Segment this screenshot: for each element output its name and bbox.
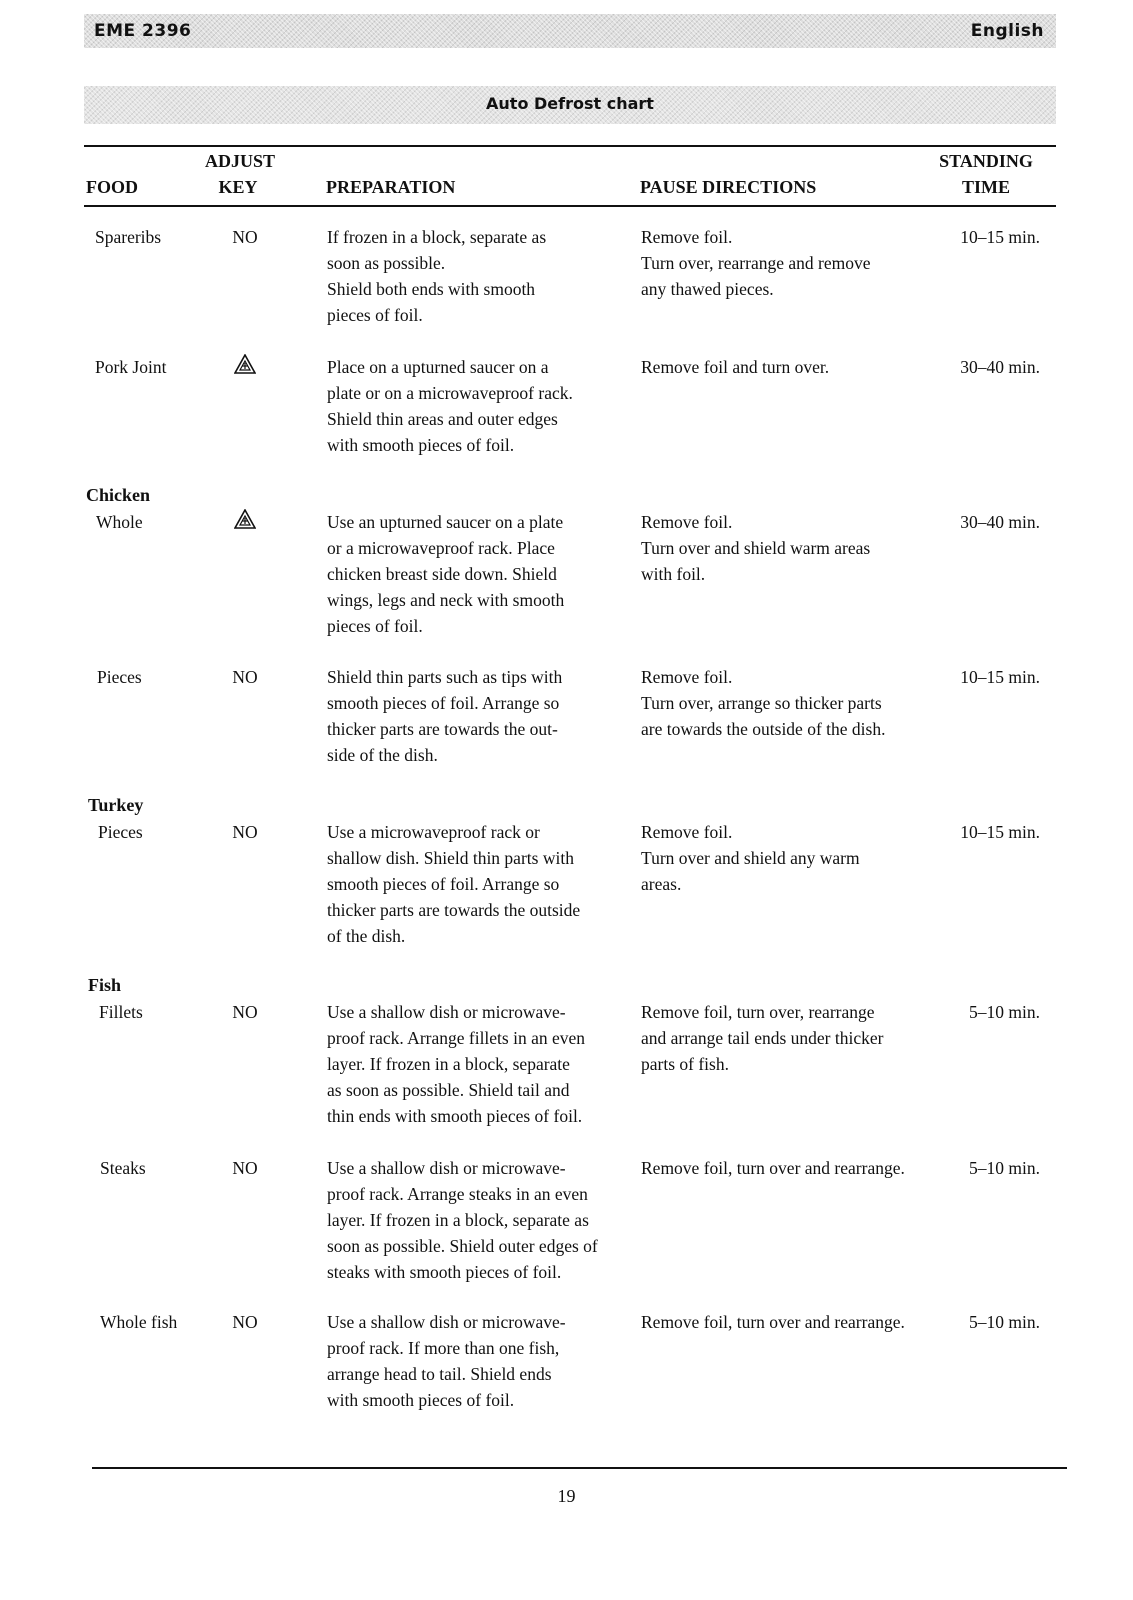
preparation-line: with smooth pieces of foil.	[327, 1390, 515, 1410]
food-name: Steaks	[100, 1158, 146, 1178]
preparation-text	[327, 664, 562, 768]
adjust-key-icon-cell	[225, 509, 265, 536]
pause-line: Remove foil, turn over, rearrange	[641, 1002, 875, 1022]
warning-triangle-icon	[234, 509, 256, 529]
preparation-line: smooth pieces of foil. Arrange so	[327, 693, 560, 713]
pause-directions-text	[641, 819, 860, 897]
adjust-key: NO	[232, 227, 258, 247]
food-name: Whole fish	[100, 1312, 178, 1332]
preparation-line: smooth pieces of foil. Arrange so	[327, 874, 560, 894]
pause-line: Remove foil.	[641, 512, 733, 532]
preparation-line: shallow dish. Shield thin parts with	[327, 848, 574, 868]
pause-line: Remove foil.	[641, 822, 733, 842]
preparation-text	[327, 224, 546, 328]
standing-time: 5–10 min.	[969, 1158, 1040, 1178]
preparation-line: thicker parts are towards the outside	[327, 900, 581, 920]
table-top-rule	[84, 145, 1056, 147]
column-header-pause-directions: PAUSE DIRECTIONS	[640, 177, 817, 197]
header-band	[84, 14, 1056, 48]
pause-line: Turn over, arrange so thicker parts	[641, 693, 882, 713]
preparation-text	[327, 1155, 598, 1285]
adjust-key: NO	[232, 822, 258, 842]
page-title: Auto Defrost chart	[486, 94, 654, 113]
pause-line: and arrange tail ends under thicker	[641, 1028, 884, 1048]
pause-line: Remove foil.	[641, 227, 733, 247]
preparation-line: proof rack. If more than one fish,	[327, 1338, 560, 1358]
preparation-line: pieces of foil.	[327, 616, 423, 636]
preparation-line: proof rack. Arrange steaks in an even	[327, 1184, 588, 1204]
preparation-line: wings, legs and neck with smooth	[327, 590, 565, 610]
food-name: Pieces	[98, 822, 143, 842]
adjust-key: NO	[232, 1002, 258, 1022]
adjust-key: NO	[232, 667, 258, 687]
preparation-text	[327, 354, 573, 458]
pause-line: Remove foil.	[641, 667, 733, 687]
adjust-key: NO	[232, 1158, 258, 1178]
pause-line: are towards the outside of the dish.	[641, 719, 886, 739]
food-name: Fillets	[99, 1002, 143, 1022]
pause-line: areas.	[641, 874, 682, 894]
preparation-line: layer. If frozen in a block, separate as	[327, 1210, 589, 1230]
page-number: 19	[557, 1486, 576, 1506]
pause-line: Turn over, rearrange and remove	[641, 253, 871, 273]
food-name: Pork Joint	[95, 357, 167, 377]
preparation-line: as soon as possible. Shield tail and	[327, 1080, 570, 1100]
pause-line: Turn over and shield warm areas	[641, 538, 871, 558]
pause-line: with foil.	[641, 564, 706, 584]
preparation-line: plate or on a microwaveproof rack.	[327, 383, 573, 403]
preparation-line: Use a shallow dish or microwave-	[327, 1158, 566, 1178]
preparation-line: side of the dish.	[327, 745, 438, 765]
group-label-turkey: Turkey	[88, 795, 144, 815]
preparation-line: Place on a upturned saucer on a	[327, 357, 549, 377]
adjust-key: NO	[232, 1312, 258, 1332]
standing-time: 5–10 min.	[969, 1002, 1040, 1022]
pause-directions-text	[641, 1155, 905, 1181]
preparation-line: layer. If frozen in a block, separate	[327, 1054, 570, 1074]
adjust-key-icon-cell	[225, 354, 265, 381]
preparation-text	[327, 999, 585, 1129]
column-header-adjust-key-line2: KEY	[218, 177, 258, 197]
table-bottom-rule	[92, 1467, 1067, 1469]
pause-directions-text	[641, 509, 870, 587]
pause-line: Remove foil, turn over and rearrange.	[641, 1158, 905, 1178]
preparation-line: with smooth pieces of foil.	[327, 435, 515, 455]
preparation-line: arrange head to tail. Shield ends	[327, 1364, 552, 1384]
preparation-text	[327, 1309, 566, 1413]
preparation-line: Use a microwaveproof rack or	[327, 822, 540, 842]
food-name: Spareribs	[95, 227, 162, 247]
preparation-line: steaks with smooth pieces of foil.	[327, 1262, 562, 1282]
preparation-line: thin ends with smooth pieces of foil.	[327, 1106, 583, 1126]
title-band	[84, 86, 1056, 124]
column-header-preparation: PREPARATION	[326, 177, 456, 197]
column-header-adjust-key	[205, 148, 276, 200]
column-header-standing-time-line2: TIME	[961, 177, 1010, 197]
preparation-line: If frozen in a block, separate as	[327, 227, 547, 247]
pause-line: Turn over and shield any warm	[641, 848, 860, 868]
preparation-line: soon as possible. Shield outer edges of	[327, 1236, 598, 1256]
standing-time: 10–15 min.	[960, 227, 1040, 247]
model-number: EME 2396	[94, 21, 192, 41]
column-header-adjust-key-line1: ADJUST	[205, 151, 276, 171]
pause-directions-text	[641, 224, 870, 302]
pause-directions-text	[641, 664, 885, 742]
standing-time: 30–40 min.	[960, 357, 1040, 377]
pause-directions-text	[641, 999, 883, 1077]
preparation-line: pieces of foil.	[327, 305, 423, 325]
preparation-line: Shield thin parts such as tips with	[327, 667, 563, 687]
preparation-line: soon as possible.	[327, 253, 446, 273]
preparation-line: proof rack. Arrange fillets in an even	[327, 1028, 586, 1048]
food-name: Whole	[96, 512, 143, 532]
pause-line: Remove foil, turn over and rearrange.	[641, 1312, 905, 1332]
pause-line: parts of fish.	[641, 1054, 729, 1074]
column-header-standing-time-line1: STANDING	[939, 151, 1033, 171]
column-header-food: FOOD	[86, 177, 138, 197]
pause-line: Remove foil and turn over.	[641, 357, 830, 377]
preparation-line: of the dish.	[327, 926, 406, 946]
pause-line: any thawed pieces.	[641, 279, 774, 299]
pause-directions-text	[641, 354, 829, 380]
standing-time: 10–15 min.	[960, 822, 1040, 842]
preparation-line: or a microwaveproof rack. Place	[327, 538, 555, 558]
standing-time: 5–10 min.	[969, 1312, 1040, 1332]
preparation-text	[327, 819, 580, 949]
preparation-line: Use a shallow dish or microwave-	[327, 1312, 566, 1332]
preparation-line: Shield thin areas and outer edges	[327, 409, 558, 429]
food-name: Pieces	[97, 667, 142, 687]
preparation-line: Use an upturned saucer on a plate	[327, 512, 564, 532]
warning-triangle-icon	[234, 354, 256, 374]
pause-directions-text	[641, 1309, 905, 1335]
group-label-fish: Fish	[88, 975, 122, 995]
preparation-line: thicker parts are towards the out-	[327, 719, 558, 739]
group-label-chicken: Chicken	[86, 485, 151, 505]
column-header-standing-time	[930, 148, 1042, 200]
standing-time: 10–15 min.	[960, 667, 1040, 687]
preparation-line: Use a shallow dish or microwave-	[327, 1002, 566, 1022]
language-label: English	[970, 21, 1044, 41]
standing-time: 30–40 min.	[960, 512, 1040, 532]
preparation-text	[327, 509, 564, 639]
preparation-line: Shield both ends with smooth	[327, 279, 536, 299]
table-header-rule	[84, 205, 1056, 207]
preparation-line: chicken breast side down. Shield	[327, 564, 557, 584]
